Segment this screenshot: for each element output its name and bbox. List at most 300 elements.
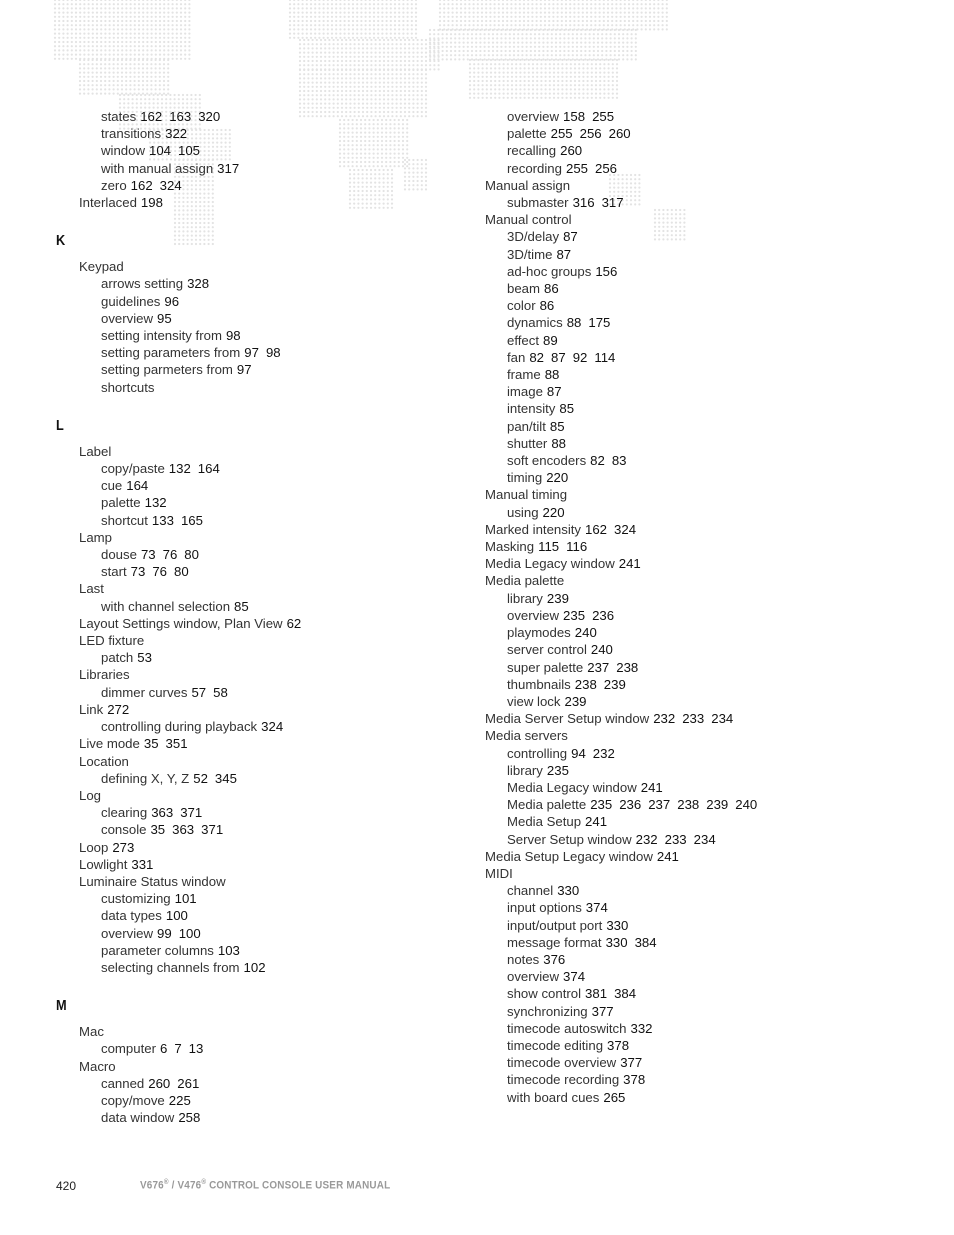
map-dot (341, 94, 343, 96)
page-reference[interactable]: 239 (706, 797, 729, 813)
map-dot (421, 90, 423, 92)
page-reference[interactable]: 114 (594, 349, 616, 365)
map-dot (482, 88, 484, 90)
map-dot (318, 0, 320, 1)
map-dot (67, 16, 69, 18)
page-reference[interactable]: 156 (595, 263, 618, 279)
map-dot (586, 0, 588, 1)
map-dot (320, 86, 322, 88)
page-reference[interactable]: 256 (579, 126, 602, 142)
page-reference[interactable]: 332 (630, 1020, 653, 1036)
map-dot (407, 37, 409, 39)
page-reference[interactable]: 273 (112, 839, 135, 855)
page-reference[interactable]: 164 (126, 478, 149, 494)
map-dot (578, 93, 580, 95)
page-reference[interactable]: 6 (159, 1041, 168, 1057)
page-reference[interactable]: 80 (184, 547, 199, 563)
map-dot (513, 42, 515, 44)
index-term: zero (101, 177, 127, 193)
page-reference[interactable]: 330 (606, 917, 629, 933)
map-dot (628, 3, 630, 5)
index-term: transitions (101, 126, 162, 142)
page-reference[interactable]: 103 (217, 942, 240, 958)
page-reference[interactable]: 95 (157, 310, 172, 326)
page-reference[interactable]: 241 (618, 556, 641, 572)
map-dot (150, 63, 152, 65)
map-dot (67, 58, 69, 60)
map-dot (490, 63, 492, 65)
page-reference[interactable]: 330 (557, 883, 580, 899)
map-dot (532, 59, 534, 61)
page-reference[interactable]: 235 (546, 762, 569, 778)
page-reference[interactable]: 162 (130, 177, 153, 193)
page-reference[interactable]: 378 (607, 1037, 630, 1053)
index-entry (485, 848, 905, 865)
map-dot (568, 42, 570, 44)
map-dot (129, 67, 131, 69)
map-dot (96, 7, 98, 9)
page-reference[interactable]: 82 (590, 453, 605, 469)
page-reference[interactable]: 256 (595, 160, 618, 176)
page-reference[interactable]: 324 (261, 719, 284, 735)
page-reference[interactable]: 374 (563, 969, 586, 985)
page-reference[interactable]: 105 (178, 143, 201, 159)
map-dot (383, 103, 385, 105)
index-term: data types (101, 908, 162, 924)
page-reference[interactable]: 241 (640, 779, 663, 795)
page-reference[interactable]: 239 (564, 693, 587, 709)
page-reference[interactable]: 94 (571, 745, 586, 761)
page-reference[interactable]: 35 (150, 822, 166, 838)
map-dot (125, 88, 127, 90)
page-reference[interactable]: 87 (546, 384, 562, 400)
map-dot (653, 28, 655, 30)
map-dot (460, 0, 462, 1)
page-reference[interactable]: 97 (244, 345, 259, 361)
map-dot (545, 67, 547, 69)
page-reference[interactable]: 162 (140, 109, 163, 124)
page-reference[interactable]: 232 (592, 745, 615, 761)
map-dot (475, 58, 477, 60)
page-reference[interactable]: 238 (616, 659, 639, 675)
map-dot (79, 49, 81, 51)
page-reference[interactable]: 220 (542, 504, 565, 520)
map-dot (515, 80, 517, 82)
map-dot (482, 63, 484, 65)
page-reference[interactable]: 85 (559, 401, 575, 417)
page-reference[interactable]: 240 (735, 797, 758, 813)
page-reference[interactable]: 377 (620, 1055, 643, 1071)
map-dot (130, 20, 132, 22)
page-reference[interactable]: 260 (560, 143, 583, 159)
page-reference[interactable]: 260 (608, 126, 631, 142)
map-dot (381, 33, 383, 35)
page-reference[interactable]: 239 (603, 676, 626, 692)
page-reference[interactable]: 98 (225, 328, 241, 344)
map-dot (184, 28, 186, 30)
map-dot (469, 84, 471, 86)
page-reference[interactable]: 241 (656, 848, 679, 864)
map-dot (134, 84, 136, 86)
page-reference[interactable]: 225 (168, 1092, 191, 1108)
page-reference[interactable]: 378 (623, 1072, 646, 1088)
map-dot (109, 37, 111, 39)
map-dot (312, 86, 314, 88)
page-reference[interactable]: 235 (563, 607, 586, 623)
page-reference[interactable]: 234 (693, 831, 716, 847)
map-dot (324, 82, 326, 84)
page-reference[interactable]: 162 (585, 521, 608, 537)
map-dot (603, 0, 605, 1)
page-reference[interactable]: 73 (140, 547, 156, 563)
page-reference[interactable]: 88 (551, 435, 566, 451)
page-reference[interactable]: 100 (178, 925, 201, 941)
map-dot (559, 46, 561, 48)
map-dot (54, 7, 56, 9)
map-dot (358, 73, 360, 75)
page-reference[interactable]: 240 (574, 625, 597, 641)
page-reference[interactable]: 233 (664, 831, 687, 847)
map-dot (365, 24, 367, 26)
page-reference[interactable]: 57 (191, 684, 207, 700)
page-reference[interactable]: 116 (566, 539, 588, 555)
map-dot (146, 54, 148, 56)
page-reference[interactable]: 272 (107, 701, 130, 717)
map-dot (580, 58, 582, 60)
page-reference[interactable]: 89 (543, 332, 558, 348)
map-dot (362, 39, 364, 41)
page-reference[interactable]: 374 (585, 900, 608, 916)
map-dot (411, 0, 413, 1)
page-reference[interactable]: 87 (551, 349, 566, 365)
page-reference[interactable]: 35 (143, 736, 159, 752)
map-dot (151, 33, 153, 35)
index-entry (485, 538, 905, 555)
map-dot (104, 24, 106, 26)
map-dot (622, 42, 624, 44)
index-subentry (56, 108, 456, 125)
page-reference[interactable]: 377 (591, 1003, 614, 1019)
page-reference[interactable]: 7 (174, 1041, 182, 1057)
page-reference[interactable]: 255 (592, 109, 615, 124)
map-dot (324, 103, 326, 105)
page-reference[interactable]: 198 (140, 195, 163, 211)
page-reference[interactable]: 381 (585, 986, 608, 1002)
map-dot (597, 42, 599, 44)
page-reference[interactable]: 86 (539, 298, 555, 314)
page-reference[interactable]: 99 (157, 925, 172, 941)
map-dot (415, 28, 417, 30)
map-dot (316, 60, 318, 62)
page-reference[interactable]: 82 (529, 349, 545, 365)
map-dot (417, 86, 419, 88)
map-dot (573, 16, 575, 18)
page-reference[interactable]: 238 (677, 797, 700, 813)
map-dot (390, 7, 392, 9)
map-dot (463, 50, 465, 52)
map-dot (159, 54, 161, 56)
page-reference[interactable]: 233 (682, 711, 705, 727)
page-reference[interactable]: 239 (546, 590, 569, 606)
map-dot (180, 7, 182, 9)
map-dot (62, 16, 64, 18)
map-dot (302, 0, 304, 1)
map-dot (362, 90, 364, 92)
page-reference[interactable]: 237 (648, 797, 671, 813)
map-dot (594, 16, 596, 18)
map-dot (666, 16, 668, 18)
index-term: timing (507, 470, 543, 486)
map-dot (635, 46, 637, 48)
page-reference[interactable]: 351 (165, 736, 188, 752)
page-reference[interactable]: 87 (563, 229, 578, 245)
page-reference[interactable]: 52 (193, 770, 208, 786)
page-reference[interactable]: 265 (603, 1089, 626, 1105)
page-reference[interactable]: 232 (653, 711, 676, 727)
page-reference[interactable]: 234 (711, 711, 734, 727)
page-reference[interactable]: 53 (137, 650, 152, 666)
map-dot (578, 97, 580, 99)
map-dot (108, 80, 110, 82)
map-dot (289, 3, 291, 5)
page-reference[interactable]: 132 (144, 495, 167, 511)
page-reference[interactable]: 92 (572, 349, 588, 365)
map-dot (534, 42, 536, 44)
map-dot (553, 67, 555, 69)
map-dot (601, 46, 603, 48)
page-reference[interactable]: 132 (168, 461, 191, 477)
map-dot (307, 103, 309, 105)
page-reference[interactable]: 320 (198, 109, 221, 124)
page-reference[interactable]: 236 (619, 797, 642, 813)
map-dot (121, 54, 123, 56)
map-dot (468, 24, 470, 26)
map-dot (553, 84, 555, 86)
page-reference[interactable]: 96 (164, 293, 180, 309)
map-dot (568, 37, 570, 39)
page-reference[interactable]: 58 (213, 684, 228, 700)
page-reference[interactable]: 261 (177, 1075, 200, 1091)
page-reference[interactable]: 85 (549, 418, 565, 434)
page-reference[interactable]: 255 (550, 126, 573, 142)
map-dot (373, 3, 375, 5)
page-reference[interactable]: 101 (174, 891, 197, 907)
map-dot (195, 102, 197, 104)
page-reference[interactable]: 363 (172, 822, 195, 838)
page-reference[interactable]: 371 (180, 805, 203, 821)
index-subentry (485, 452, 905, 469)
index-subentry (485, 400, 905, 417)
page-reference[interactable]: 104 (148, 143, 171, 159)
map-dot (408, 64, 410, 66)
map-dot (303, 52, 305, 54)
map-dot (142, 45, 144, 47)
page-reference[interactable]: 73 (130, 564, 146, 580)
map-dot (88, 54, 90, 56)
page-reference[interactable]: 175 (588, 315, 611, 331)
map-dot (100, 84, 102, 86)
map-dot (314, 33, 316, 35)
page-reference[interactable]: 76 (162, 547, 178, 563)
map-dot (142, 7, 144, 9)
page-reference[interactable]: 237 (587, 659, 610, 675)
map-dot (536, 80, 538, 82)
map-dot (540, 93, 542, 95)
map-dot (536, 93, 538, 95)
page-reference[interactable]: 345 (214, 770, 237, 786)
page-reference[interactable]: 255 (565, 160, 588, 176)
map-dot (331, 28, 333, 30)
page-reference[interactable]: 331 (131, 856, 154, 872)
page-reference[interactable]: 115 (538, 539, 560, 555)
map-dot (188, 58, 190, 60)
page-reference[interactable]: 133 (151, 512, 174, 528)
map-dot (545, 72, 547, 74)
page-reference[interactable]: 240 (590, 642, 613, 658)
map-dot (366, 94, 368, 96)
map-dot (130, 33, 132, 35)
page-reference[interactable]: 236 (592, 607, 615, 623)
map-dot (130, 0, 132, 1)
map-dot (505, 54, 507, 56)
index-subentry (485, 882, 905, 899)
map-dot (167, 28, 169, 30)
map-dot (507, 63, 509, 65)
map-dot (339, 7, 341, 9)
page-reference[interactable]: 317 (601, 195, 624, 211)
map-dot (565, 3, 567, 5)
page-reference[interactable]: 165 (180, 512, 203, 528)
map-dot (316, 82, 318, 84)
page-reference[interactable]: 371 (201, 822, 224, 838)
map-dot (482, 93, 484, 95)
page-reference[interactable]: 86 (544, 281, 559, 297)
map-dot (425, 98, 427, 100)
map-dot (616, 72, 618, 74)
page-reference[interactable]: 85 (234, 598, 249, 614)
page-reference[interactable]: 384 (634, 934, 657, 950)
map-dot (92, 20, 94, 22)
page-reference[interactable]: 158 (563, 109, 586, 124)
map-dot (289, 20, 291, 22)
page-reference[interactable]: 384 (614, 986, 637, 1002)
page-reference[interactable]: 62 (286, 615, 302, 631)
map-dot (83, 7, 85, 9)
index-letter-heading: L (56, 416, 64, 434)
page-reference[interactable]: 164 (197, 461, 220, 477)
map-dot (485, 16, 487, 18)
map-dot (578, 76, 580, 78)
page-reference[interactable]: 83 (611, 453, 627, 469)
page-reference[interactable]: 163 (169, 109, 192, 124)
map-dot (362, 47, 364, 49)
page-reference[interactable]: 330 (605, 934, 628, 950)
map-dot (572, 58, 574, 60)
page-reference[interactable]: 317 (217, 160, 240, 176)
map-dot (302, 7, 304, 9)
map-dot (83, 54, 85, 56)
page-reference[interactable]: 260 (148, 1075, 171, 1091)
map-dot (125, 59, 127, 61)
map-dot (100, 93, 102, 95)
map-dot (75, 41, 77, 43)
map-dot (631, 29, 633, 31)
map-dot (565, 7, 567, 9)
map-dot (113, 93, 115, 95)
page-reference[interactable]: 241 (585, 814, 608, 830)
map-dot (71, 16, 73, 18)
page-reference[interactable]: 102 (243, 959, 266, 975)
map-dot (130, 49, 132, 51)
map-dot (327, 24, 329, 26)
page-reference[interactable]: 220 (546, 470, 569, 486)
page-reference[interactable]: 258 (178, 1110, 201, 1126)
page-reference[interactable]: 80 (174, 564, 189, 580)
map-dot (657, 20, 659, 22)
map-dot (150, 80, 152, 82)
page-reference[interactable]: 238 (574, 676, 597, 692)
map-dot (159, 93, 161, 95)
page-reference[interactable]: 100 (165, 908, 188, 924)
page-reference[interactable]: 97 (236, 362, 252, 378)
map-dot (307, 94, 309, 96)
map-dot (425, 69, 427, 71)
map-dot (484, 50, 486, 52)
map-dot (417, 90, 419, 92)
map-dot (381, 0, 383, 1)
page-reference[interactable]: 88 (544, 367, 560, 383)
map-dot (608, 93, 610, 95)
map-dot (176, 12, 178, 14)
page-reference[interactable]: 98 (265, 345, 281, 361)
map-dot (386, 7, 388, 9)
page-reference[interactable]: 88 (566, 315, 582, 331)
map-dot (408, 103, 410, 105)
page-reference[interactable]: 316 (572, 195, 595, 211)
page-reference[interactable]: 324 (614, 521, 637, 537)
page-reference[interactable]: 87 (556, 246, 572, 262)
map-dot (544, 24, 546, 26)
map-dot (314, 20, 316, 22)
map-dot (524, 72, 526, 74)
map-dot (614, 58, 616, 60)
page-reference[interactable]: 328 (187, 276, 210, 292)
map-dot (172, 33, 174, 35)
map-dot (595, 59, 597, 61)
page-reference[interactable]: 235 (590, 797, 613, 813)
map-dot (71, 49, 73, 51)
page-reference[interactable]: 376 (543, 951, 566, 967)
map-dot (92, 12, 94, 14)
page-reference[interactable]: 13 (188, 1041, 204, 1057)
page-reference[interactable]: 76 (152, 564, 167, 580)
page-reference[interactable]: 363 (151, 805, 174, 821)
map-dot (146, 45, 148, 47)
map-dot (437, 46, 439, 48)
map-dot (316, 43, 318, 45)
map-dot (631, 50, 633, 52)
map-dot (540, 72, 542, 74)
page-reference[interactable]: 324 (159, 177, 182, 193)
map-dot (125, 67, 127, 69)
page-reference[interactable]: 232 (635, 831, 658, 847)
map-dot (402, 37, 404, 39)
map-dot (155, 0, 157, 1)
page-reference[interactable]: 322 (165, 126, 188, 142)
index-subentry (485, 917, 905, 934)
map-dot (502, 7, 504, 9)
map-dot (578, 84, 580, 86)
